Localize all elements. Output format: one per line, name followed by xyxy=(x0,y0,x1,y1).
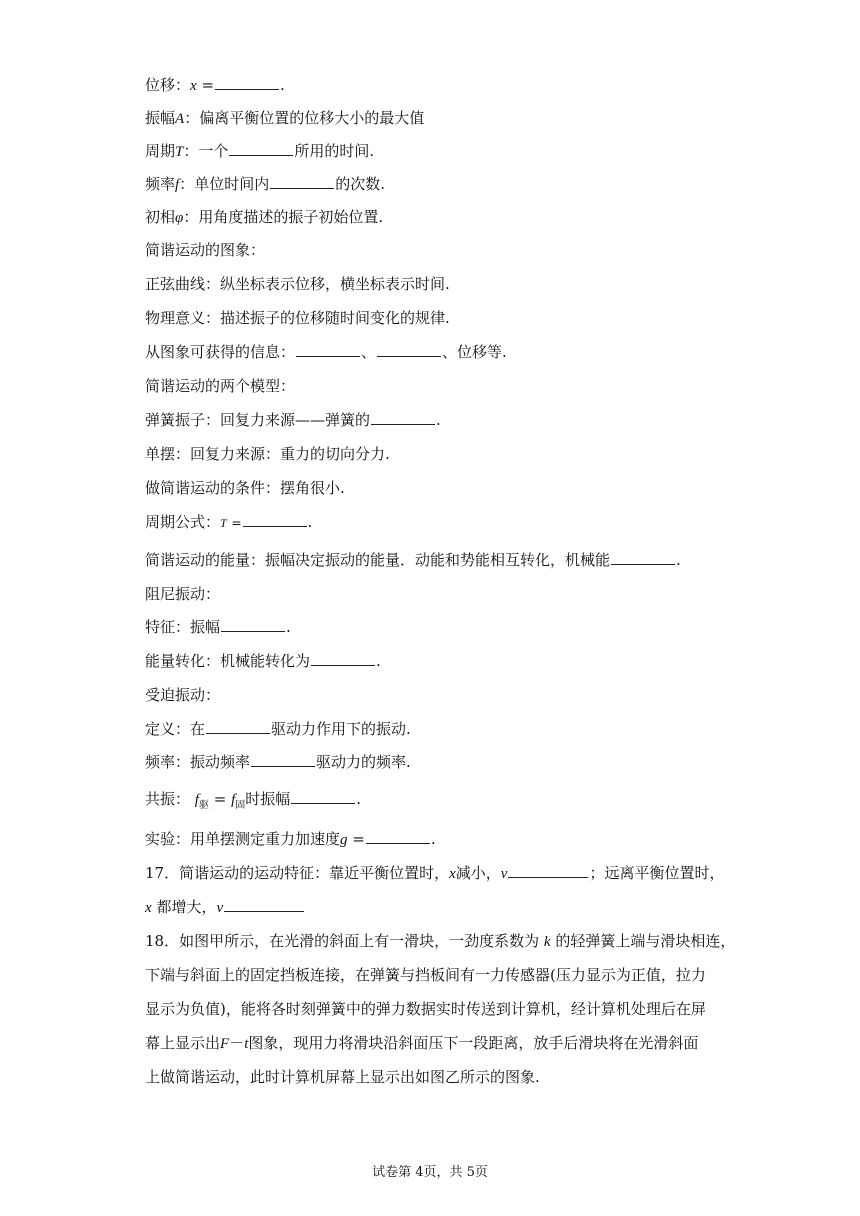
line-spring-oscillator xyxy=(145,410,441,430)
blank xyxy=(311,651,375,666)
var-x: x xyxy=(449,866,456,882)
text: . xyxy=(286,618,291,636)
line-energy xyxy=(145,550,681,570)
line-period xyxy=(145,141,374,162)
text: = xyxy=(213,790,227,808)
text: 驱动力的频率. xyxy=(316,753,411,771)
blank xyxy=(377,342,441,357)
blank xyxy=(291,789,355,804)
text: . xyxy=(356,790,362,808)
text: 从图象可获得的信息： xyxy=(145,343,296,361)
var-f: f xyxy=(194,792,199,808)
text: 定义：在 xyxy=(145,720,206,738)
line-q18-5: 上做简谐运动，此时计算机屏幕上显示出如图乙所示的图象. xyxy=(145,1068,540,1086)
text: . xyxy=(376,652,381,670)
text: 、 xyxy=(361,343,377,361)
var-f: f xyxy=(231,792,236,808)
text: 初相 xyxy=(145,208,176,226)
text: 的轻弹簧上端与滑块相连， xyxy=(555,932,736,950)
line-q18-3: 显示为负值)，能将各时刻弹簧中的弹力数据实时传送到计算机，经计算机处理后在屏 xyxy=(145,1000,706,1018)
line-physical-meaning: 物理意义：描述振子的位移随时间变化的规律. xyxy=(145,309,450,327)
line-condition: 做简谐运动的条件：摆角很小. xyxy=(145,479,345,497)
blank xyxy=(508,863,588,878)
text: 所用的时间. xyxy=(294,142,375,160)
text: . xyxy=(436,411,441,429)
text: 减小， xyxy=(455,864,501,882)
var-F: F xyxy=(220,1036,230,1052)
line-frequency xyxy=(145,174,385,195)
var-f: f xyxy=(175,177,180,193)
text: 能量转化：机械能转化为 xyxy=(145,652,311,670)
text: 时振幅 xyxy=(245,790,291,808)
text: 幕上显示出 xyxy=(145,1034,221,1052)
line-graph-heading: 简谐运动的图象： xyxy=(145,241,266,259)
text: 17．简谐运动的运动特征：靠近平衡位置时， xyxy=(145,864,450,882)
text: 图象，现用力将滑块沿斜面压下一段距离，放手后滑块将在光滑斜面 xyxy=(248,1034,699,1052)
text: ：用角度描述的振子初始位置. xyxy=(183,208,384,226)
line-q18 xyxy=(145,931,735,952)
var-t: t xyxy=(244,1036,249,1052)
line-resonance xyxy=(145,789,361,816)
text: ；远离平衡位置时， xyxy=(589,864,725,882)
text: 频率：振动频率 xyxy=(145,753,251,771)
blank xyxy=(224,897,304,912)
line-forced-definition xyxy=(145,719,411,739)
line-graph-info xyxy=(145,342,507,362)
blank xyxy=(611,550,675,565)
blank xyxy=(296,342,360,357)
subscript: 驱 xyxy=(198,800,209,811)
text: 周期 xyxy=(145,142,176,160)
line-amplitude xyxy=(145,108,424,129)
text: = xyxy=(352,830,365,848)
text: . xyxy=(430,830,436,848)
blank xyxy=(206,719,270,734)
text: 驱动力作用下的振动. xyxy=(271,720,411,738)
var-x: x xyxy=(190,78,197,94)
var-T: T xyxy=(220,516,227,530)
blank xyxy=(371,410,435,425)
page-footer: 试卷第 4页，共 5页 xyxy=(372,1165,488,1180)
blank xyxy=(221,617,285,632)
text: － xyxy=(229,1034,245,1052)
text: ：一个 xyxy=(183,142,229,160)
blank xyxy=(270,174,334,189)
blank xyxy=(366,829,430,844)
text: 周期公式： xyxy=(145,513,221,531)
blank xyxy=(243,512,307,527)
line-sine-curve: 正弦曲线：纵坐标表示位移，横坐标表示时间. xyxy=(145,275,450,293)
text: . xyxy=(307,513,313,531)
line-forced-frequency xyxy=(145,752,411,772)
line-damped-heading: 阻尼振动： xyxy=(145,585,221,603)
var-v: v xyxy=(216,900,224,916)
var-T: T xyxy=(175,144,184,160)
text: 振幅 xyxy=(145,109,176,127)
text: 位移： xyxy=(145,76,191,94)
line-energy-conversion xyxy=(145,651,381,671)
text: 共振： xyxy=(145,790,191,808)
line-q17-cont xyxy=(145,897,305,918)
line-q18-4 xyxy=(145,1033,698,1054)
text: = xyxy=(231,516,242,530)
line-damped-feature xyxy=(145,617,291,637)
subscript: 固 xyxy=(235,800,246,811)
line-q17 xyxy=(145,863,724,884)
text: 、位移等. xyxy=(442,343,507,361)
text: 的次数. xyxy=(335,175,385,193)
text: ：偏离平衡位置的位移大小的最大值 xyxy=(184,109,425,127)
text: 实验：用单摆测定重力加速度 xyxy=(145,830,341,848)
text: . xyxy=(280,76,285,94)
text: 简谐运动的能量：振幅决定振动的能量．动能和势能相互转化，机械能 xyxy=(145,551,611,569)
text: 频率 xyxy=(145,175,176,193)
line-forced-heading: 受迫振动： xyxy=(145,686,221,704)
blank xyxy=(251,752,315,767)
text: ：单位时间内 xyxy=(179,175,270,193)
text: 18．如图甲所示，在光滑的斜面上有一滑块，一劲度系数为 xyxy=(145,932,540,950)
text: 弹簧振子：回复力来源——弹簧的 xyxy=(145,411,371,429)
var-k: k xyxy=(543,934,551,950)
text: = xyxy=(201,76,215,94)
line-pendulum: 单摆：回复力来源：重力的切向分力. xyxy=(145,445,390,463)
var-v: v xyxy=(500,866,508,882)
blank xyxy=(229,141,293,156)
blank xyxy=(215,75,279,90)
text: 都增大， xyxy=(156,898,217,916)
line-phase xyxy=(145,207,383,228)
var-A: A xyxy=(175,111,185,127)
line-displacement xyxy=(145,75,285,96)
var-g: g xyxy=(340,832,348,848)
line-period-formula xyxy=(145,512,312,533)
text: . xyxy=(676,551,681,569)
line-q18-2: 下端与斜面上的固定挡板连接，在弹簧与挡板间有一力传感器(压力显示为正值，拉力 xyxy=(145,966,706,984)
line-models-heading: 简谐运动的两个模型： xyxy=(145,377,296,395)
var-phi: φ xyxy=(175,210,184,226)
var-x: x xyxy=(145,900,152,916)
line-experiment xyxy=(145,829,436,850)
text: 特征：振幅 xyxy=(145,618,221,636)
